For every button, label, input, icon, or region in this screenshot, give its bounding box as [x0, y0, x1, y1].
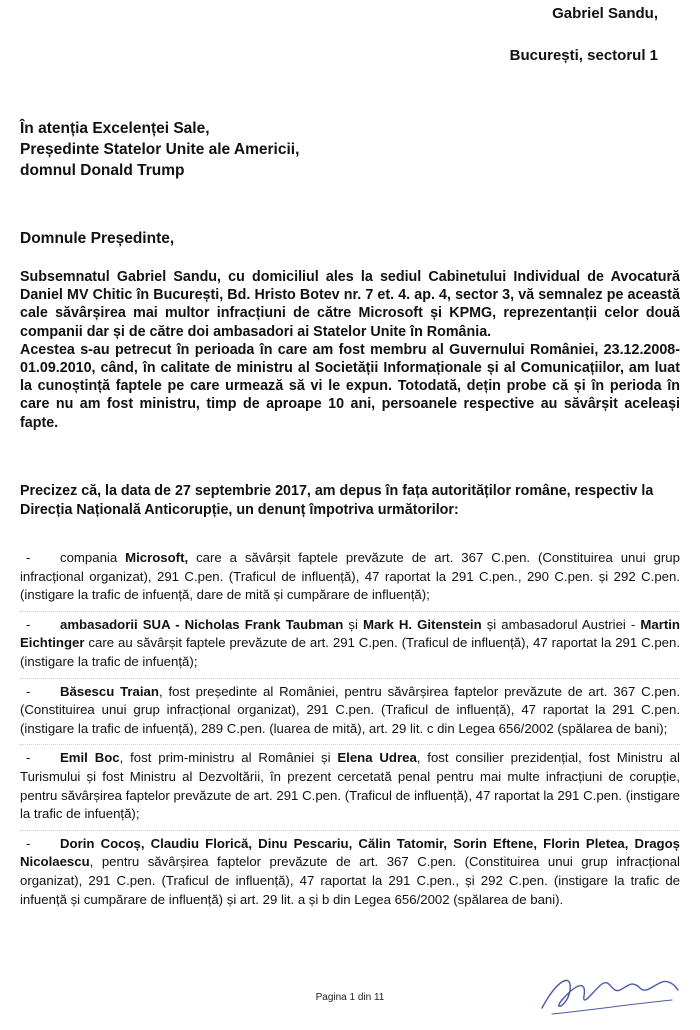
item-bold: ambasadorii SUA - Nicholas Frank Taubman [60, 616, 344, 632]
denunciation-statement: Precizez că, la data de 27 septembrie 2017, am depus în fața autorităților române, respectiv la Direcția Națională Anticorupție, un denunț împotriva următorilor: [20, 483, 654, 518]
item-bold: Emil Boc [60, 750, 120, 766]
page-number: Pagina 1 din 11 [315, 992, 385, 1003]
list-item: - ambasadorii SUA - Nicholas Frank Taubman și Mark H. Gitenstein și ambasadorul Austriei - Martin Eichtinger care au săvârșit faptele prevăzute de art. 291 C.pen. (Traficul de influență), 47 raportat la 291 C.pen. (instigare la trafic de infuență); [20, 612, 680, 679]
addressee-line-1: În atenția Excelenței Sale, [20, 120, 210, 137]
item-bold-2: Mark H. Gitenstein [363, 616, 482, 632]
addressee-line-2: Președinte Statelor Unite ale Americii, [20, 141, 300, 158]
item-bold: Băsescu Traian [60, 683, 159, 699]
item-bold: Microsoft, [125, 550, 189, 565]
list-item: - Emil Boc, fost prim-ministru al României și Elena Udrea, fost consilier prezidențial, fost Ministru al Turismului și fost Ministru al Dezvoltării, în prezent cercetată penal pentru mai multe infracțiuni de corupție, pentru săvârșirea faptelor prevăzute de art. 291 C.pen. (Traficul de influență), 47 raportat la 291 C.pen. (instigare la trafic de infuență); [20, 745, 680, 830]
addressee-line-3: domnul Donald Trump [20, 162, 185, 179]
item-bold-2: Elena Udrea [337, 750, 417, 766]
intro-paragraph-1: Subsemnatul Gabriel Sandu, cu domiciliul ales la sediul Cabinetului Individual de Avocatură Daniel MV Chitic în București, Bd. Hristo Botev nr. 7 et. 4. ap. 4, sector 3, vă semnalez pe această cale săvârșirea mai multor infracțiuni de către Microsoft și KPMG, reprezentanții celor două companii dar și de către doi ambasadori ai Statelor Unite în România. [20, 269, 680, 340]
list-item: - compania Microsoft, care a săvârșit faptele prevăzute de art. 367 C.pen. (Constituirea unui grup infracțional organizat), 291 C.pen. (Traficul de influență), 47 raportat la 291 C.pen., 290 C.pen. și 292 C.pen. (instigare la trafic de infuență, dare de mită și cumpărare de influență); [20, 545, 680, 612]
intro-paragraph-2: Acestea s-au petrecut în perioada în care am fost membru al Guvernului României, 23.12.2008-01.09.2010, când, în calitate de ministru al Societății Informaționale și al Comunicațiilor, am luat la cunoștință faptele pe care urmează să vi le expun. Totodată, dețin probe că și în perioda în care nu am fost ministru, timp de aproape 10 ani, persoanele respective au săvârșit aceleași fapte. [20, 341, 680, 431]
addressee-block [20, 118, 299, 181]
list-item: - Băsescu Traian, fost președinte al României, pentru săvârșirea faptelor prevăzute de art. 367 C.pen. (Constituirea unui grup infracțional organizat), 291 C.pen. (Traficul de influență), 47 raportat la 291 C.pen. (instigare la trafic de infuență), 289 C.pen. (luarea de mită), art. 29 lit. c din Legea 656/2002 (spălarea de bani); [20, 679, 680, 746]
sender-city: București, sectorul 1 [509, 47, 658, 64]
salutation: Domnule Președinte, [20, 230, 175, 247]
sender-name: Gabriel Sandu, [552, 5, 658, 22]
sender-block [510, 4, 658, 66]
intro-block [20, 268, 680, 432]
item-bold: Dorin Cocoș, Claudiu Florică, Dinu Pescariu, Călin Tatomir, Sorin Eftene, Florin Pletea, Dragoș Nicolaescu [20, 835, 680, 870]
list-item: - Dorin Cocoș, Claudiu Florică, Dinu Pescariu, Călin Tatomir, Sorin Eftene, Florin Pletea, Dragoș Nicolaescu, pentru săvârșirea faptelor prevăzute de art. 367 C.pen. (Constituirea unui grup infracțional organizat), 291 C.pen. (Traficul de influență), 47 raportat la 291 C.pen., și 292 C.pen. (instigare la trafic de infuență și cumpărare de influență) și art. 29 lit. a și b din Legea 656/2002 (spălarea de bani). [20, 835, 680, 907]
item-bold-3: Martin Eichtinger [20, 616, 680, 651]
accused-list [20, 545, 680, 915]
handwritten-signature-icon [532, 960, 682, 1020]
